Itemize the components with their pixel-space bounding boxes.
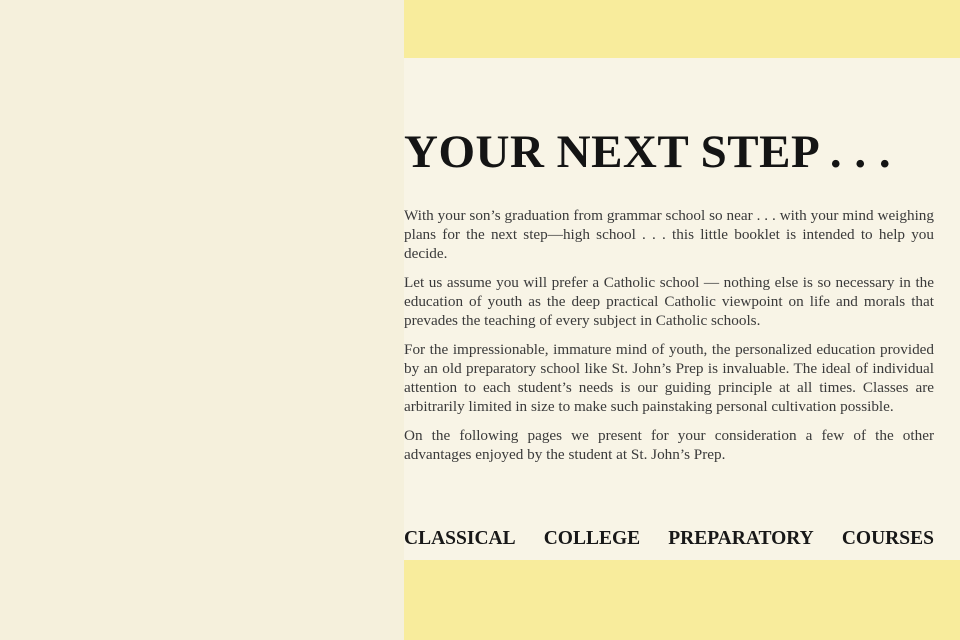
body-text — [404, 206, 934, 474]
left-blank-panel — [0, 0, 404, 640]
paragraph-catholic-school: Let us assume you will prefer a Catholic school — nothing else is so necessary in the education of youth as the deep practical Catholic viewpoint on life and morals that prevades the teaching of every subject in Catholic schools. — [404, 274, 934, 329]
top-yellow-band — [404, 0, 960, 58]
courses-word-preparatory: PREPARATORY — [668, 528, 814, 549]
courses-word-college: COLLEGE — [543, 528, 641, 549]
paragraph-advantages: On the following pages we present for your consideration a few of the other advantages enjoyed by the student at St. John’s Prep. — [404, 427, 934, 463]
page-headline: YOUR NEXT STEP . . . — [404, 126, 892, 178]
bottom-yellow-band — [404, 560, 960, 640]
text-column — [404, 58, 934, 560]
paragraph-personalized-education: For the impressionable, immature mind of youth, the personalized education provided by an old preparatory school like St. John’s Prep is invaluable. The ideal of individual attention to each student’s needs is our guiding principle at all times. Classes are arbitrarily limited in size to make such painstaking personal cultivation possible. — [404, 341, 934, 415]
courses-word-classical: CLASSICAL — [404, 528, 516, 549]
courses-heading — [404, 526, 934, 552]
courses-word-courses: COURSES — [841, 528, 934, 549]
paragraph-graduation: With your son’s graduation from grammar school so near . . . with your mind weighing plans for the next step—high school . . . this little booklet is intended to help you decide. — [404, 207, 934, 262]
